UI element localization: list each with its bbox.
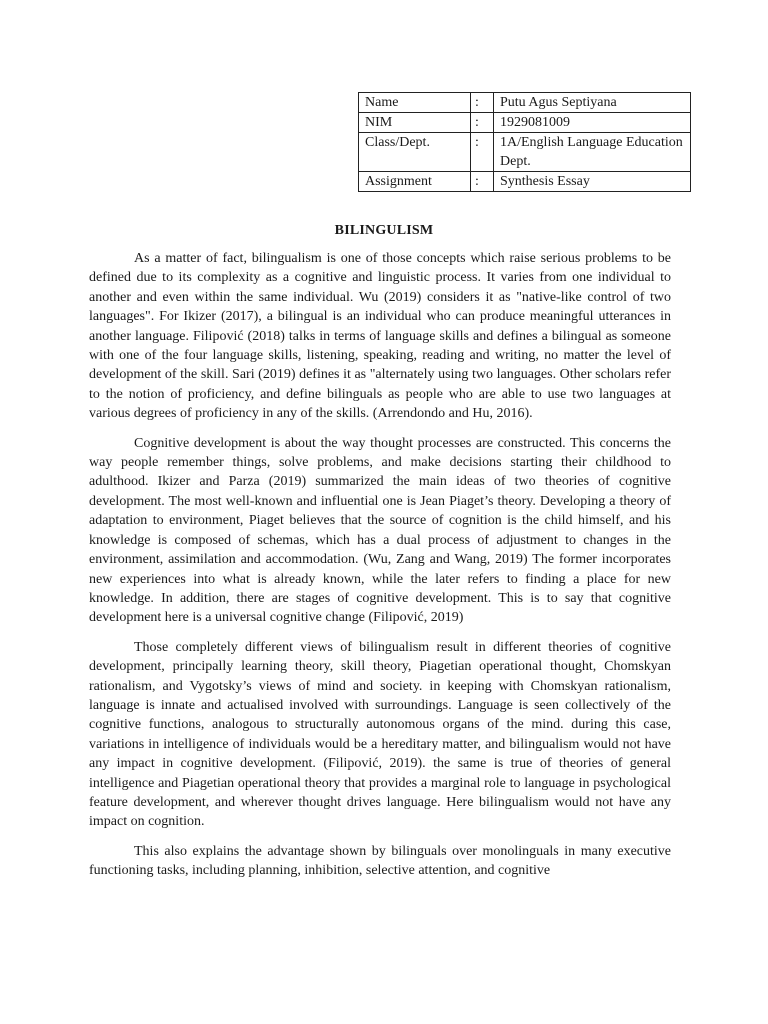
info-separator: : bbox=[471, 113, 494, 133]
info-separator: : bbox=[471, 133, 494, 172]
paragraph: This also explains the advantage shown by bilinguals over monolinguals in many executive functioning tasks, including planning, inhibition, selective attention, and cognitive bbox=[89, 843, 671, 879]
info-value: Putu Agus Septiyana bbox=[494, 93, 691, 113]
info-separator: : bbox=[471, 172, 494, 192]
paragraph: Cognitive development is about the way thought processes are constructed. This concerns the way people remember things, solve problems, and make decisions starting their childhood to adulthood. Ikizer and Parza (2019) summarized the main ideas of two theories of cognitive development. The most well-known and influential one is Jean Piaget’s theory. Developing a theory of adaptation to environment, Piaget believes that the source of cognition is the child himself, and his knowledge is composed of schemas, which has a dual process of adjustment to changes in the environment, assimilation and accommodation. (Wu, Zang and Wang, 2019) The former incorporates new experiences into what is already known, while the later refers to finding a place for new knowledge. In addition, there are stages of cognitive development. This is to say that cognitive development here is a universal cognitive change (Filipović, 2019) bbox=[89, 435, 671, 626]
student-info-table bbox=[358, 92, 691, 192]
essay-title: BILINGULISM bbox=[334, 223, 434, 238]
paragraph: As a matter of fact, bilingualism is one of those concepts which raise serious problems to be defined due to its complexity as a cognitive and linguistic process. It varies from one individual to another and even within the same individual. Wu (2019) considers it as "native-like control of two languages". For Ikizer (2017), a bilingual is an individual who can produce meaningful utterances in another language. Filipović (2018) talks in terms of language skills and defines a bilingual as someone with one of the four language skills, listening, speaking, reading and writing, no matter the level of development of the skill. Sari (2019) defines it as "alternately using two languages. Other scholars refer to the notion of proficiency, and define bilinguals as people who are able to use two languages at various degrees of proficiency in any of the skills. (Arrendondo and Hu, 2016). bbox=[89, 251, 671, 422]
paragraph: Those completely different views of bilingualism result in different theories of cognitive development, principally learning theory, skill theory, Piagetian operational thought, Chomskyan rationalism, and Vygotsky’s views of mind and society. in keeping with Chomskyan rationalism, language is innate and actualised involved with surroundings. Language is seen collectively of the cognitive functions, analogous to structurally autonomous organs of the mind. during this case, variations in intelligence of individuals would be a hereditary matter, and bilingualism would not have any impact in cognitive development. (Filipović, 2019). the same is true of theories of general intelligence and Piagetian operational theory that provides a marginal role to language in psychological feature development, and wherever thought drives language. Here bilingualism would not have any impact on cognition. bbox=[89, 639, 671, 830]
essay-body bbox=[89, 249, 671, 891]
info-value: Synthesis Essay bbox=[494, 172, 691, 192]
info-row-class-dept bbox=[359, 133, 691, 172]
info-label: Name bbox=[359, 93, 471, 113]
info-row-name bbox=[359, 93, 691, 113]
info-value: 1A/English Language Education Dept. bbox=[494, 133, 691, 172]
info-row-nim bbox=[359, 113, 691, 133]
info-value: 1929081009 bbox=[494, 113, 691, 133]
info-row-assignment bbox=[359, 172, 691, 192]
info-label: NIM bbox=[359, 113, 471, 133]
info-separator: : bbox=[471, 93, 494, 113]
info-label: Assignment bbox=[359, 172, 471, 192]
info-label: Class/Dept. bbox=[359, 133, 471, 172]
